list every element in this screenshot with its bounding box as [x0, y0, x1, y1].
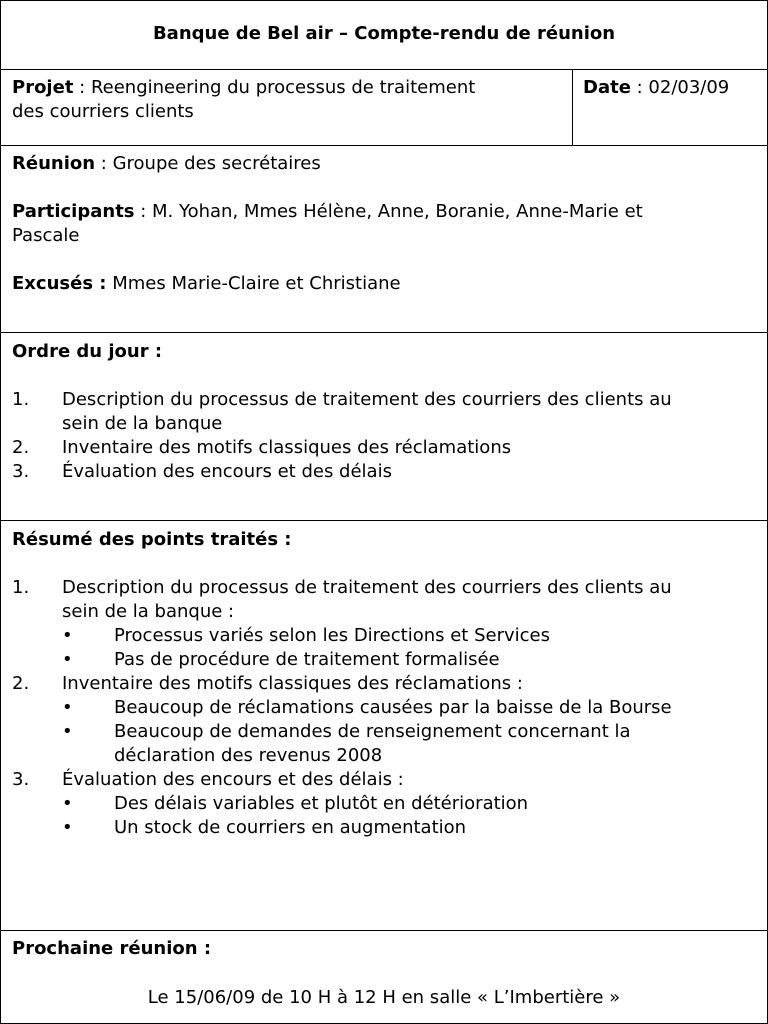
- list-number: 1.: [12, 389, 30, 410]
- project-cell: Projet : Reengineering du processus de traitement des courriers clients: [12, 76, 562, 124]
- bullet-marker: •: [62, 817, 73, 838]
- excused-label: Excusés :: [12, 273, 107, 294]
- list-item-text: Inventaire des motifs classiques des réclamations: [62, 437, 512, 458]
- bullet-item: [12, 624, 757, 648]
- bullet-marker: •: [62, 649, 73, 670]
- row-divider: [1, 332, 767, 333]
- list-number: 3.: [12, 769, 30, 790]
- date-label: Date: [583, 77, 631, 98]
- list-item-text: Description du processus de traitement des courriers des clients au sein de la banque :: [62, 577, 672, 622]
- row-divider: [1, 69, 767, 70]
- bullet-text: Beaucoup de réclamations causées par la baisse de la Bourse: [114, 697, 672, 718]
- list-item: [12, 768, 757, 792]
- meeting-value: Groupe des secrétaires: [112, 153, 321, 174]
- participants-label: Participants: [12, 201, 135, 222]
- agenda-cell: [12, 340, 757, 484]
- list-item-text: Inventaire des motifs classiques des réclamations :: [62, 673, 523, 694]
- row-divider: [1, 145, 767, 146]
- list-item-text: Description du processus de traitement des courriers des clients au sein de la banque: [62, 389, 672, 434]
- next-meeting-heading: Prochaine réunion :: [12, 938, 212, 959]
- bullet-marker: •: [62, 793, 73, 814]
- bullet-text: Beaucoup de demandes de renseignement concernant la déclaration des revenus 2008: [114, 721, 631, 766]
- list-item: [12, 388, 757, 436]
- row-divider: [1, 520, 767, 521]
- project-value-line2: des courriers clients: [12, 101, 194, 122]
- excused-value: Mmes Marie-Claire et Christiane: [112, 273, 401, 294]
- summary-cell: [12, 528, 757, 840]
- bullet-text: Des délais variables et plutôt en détérioration: [114, 793, 529, 814]
- list-number: 1.: [12, 577, 30, 598]
- meeting-label: Réunion: [12, 153, 96, 174]
- date-cell: Date : 02/03/09: [583, 77, 730, 98]
- project-value-line1: Reengineering du processus de traitement: [90, 77, 476, 98]
- participants-value-line1: M. Yohan, Mmes Hélène, Anne, Boranie, Anne-Marie et: [152, 201, 643, 222]
- row-divider: [1, 930, 767, 931]
- summary-heading: Résumé des points traités :: [12, 529, 292, 550]
- list-item: [12, 436, 757, 460]
- list-item-text: Évaluation des encours et des délais: [62, 461, 392, 482]
- date-value: 02/03/09: [648, 77, 730, 98]
- bullet-marker: •: [62, 721, 73, 742]
- next-meeting-cell: [12, 937, 757, 961]
- next-meeting-text: Le 15/06/09 de 10 H à 12 H en salle « L’Imbertière »: [147, 987, 621, 1008]
- list-number: 3.: [12, 461, 30, 482]
- participants-value-line2: Pascale: [12, 225, 80, 246]
- bullet-text: Processus variés selon les Directions et Services: [114, 625, 550, 646]
- list-item: [12, 672, 757, 696]
- document-title: Banque de Bel air – Compte-rendu de réunion: [152, 23, 616, 44]
- bullet-marker: •: [62, 625, 73, 646]
- bullet-item: [12, 720, 757, 768]
- bullet-item: [12, 816, 757, 840]
- bullet-text: Pas de procédure de traitement formalisée: [114, 649, 500, 670]
- column-divider: [572, 69, 573, 145]
- list-number: 2.: [12, 673, 30, 694]
- list-item-text: Évaluation des encours et des délais :: [62, 769, 404, 790]
- bullet-item: [12, 648, 757, 672]
- bullet-marker: •: [62, 697, 73, 718]
- bullet-item: [12, 696, 757, 720]
- project-label: Projet: [12, 77, 74, 98]
- list-number: 2.: [12, 437, 30, 458]
- bullet-item: [12, 792, 757, 816]
- agenda-heading: Ordre du jour :: [12, 341, 163, 362]
- list-item: [12, 460, 757, 484]
- bullet-text: Un stock de courriers en augmentation: [114, 817, 467, 838]
- meeting-info-cell: Réunion : Groupe des secrétaires Participants : M. Yohan, Mmes Hélène, Anne, Boranie, Anne-Marie et Pascale Excusés : Mmes Marie-Claire et Christiane: [12, 152, 757, 296]
- list-item: [12, 576, 757, 624]
